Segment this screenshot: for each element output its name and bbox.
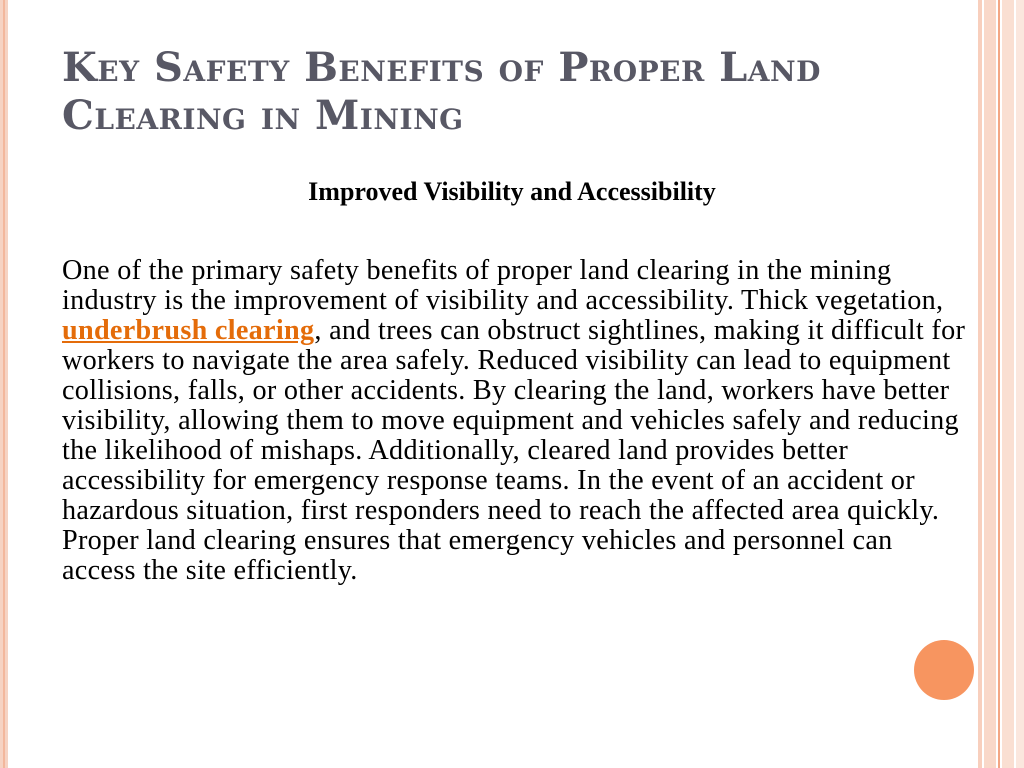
body-text-after-link: , and trees can obstruct sightlines, making it difficult for workers to navigate the area safely. Reduced visibility can lead to equipment collisions, falls, or other accidents. By clearing the land, workers have better visibility, allowing them to move equipment and vehicles safely and reducing the likelihood of mishaps. Additionally, cleared land provides better accessibility for emergency response teams. In the event of an accident or hazardous situation, first responders need to reach the affected area quickly. Proper land clearing ensures that emergency vehicles and personnel can access the site efficiently.: [62, 315, 966, 586]
body-paragraph: [62, 256, 966, 586]
slide-subtitle: Improved Visibility and Accessibility: [308, 177, 716, 206]
border-stripe: [1002, 0, 1014, 768]
border-stripe: [1016, 0, 1024, 768]
body-text-before-link: One of the primary safety benefits of proper land clearing in the mining industry is the improvement of visibility and accessibility. Thick vegetation,: [62, 255, 944, 316]
right-border-decoration: [978, 0, 1024, 768]
border-stripe: [978, 0, 982, 768]
slide-title: Key Safety Benefits of Proper Land Clearing in Mining: [62, 44, 821, 139]
border-stripe: [984, 0, 996, 768]
border-stripe: [998, 0, 1000, 768]
left-border-decoration: [0, 0, 8, 768]
decorative-circle: [914, 640, 974, 700]
left-border-line: [3, 0, 5, 768]
underbrush-clearing-link[interactable]: underbrush clearing: [62, 315, 315, 346]
